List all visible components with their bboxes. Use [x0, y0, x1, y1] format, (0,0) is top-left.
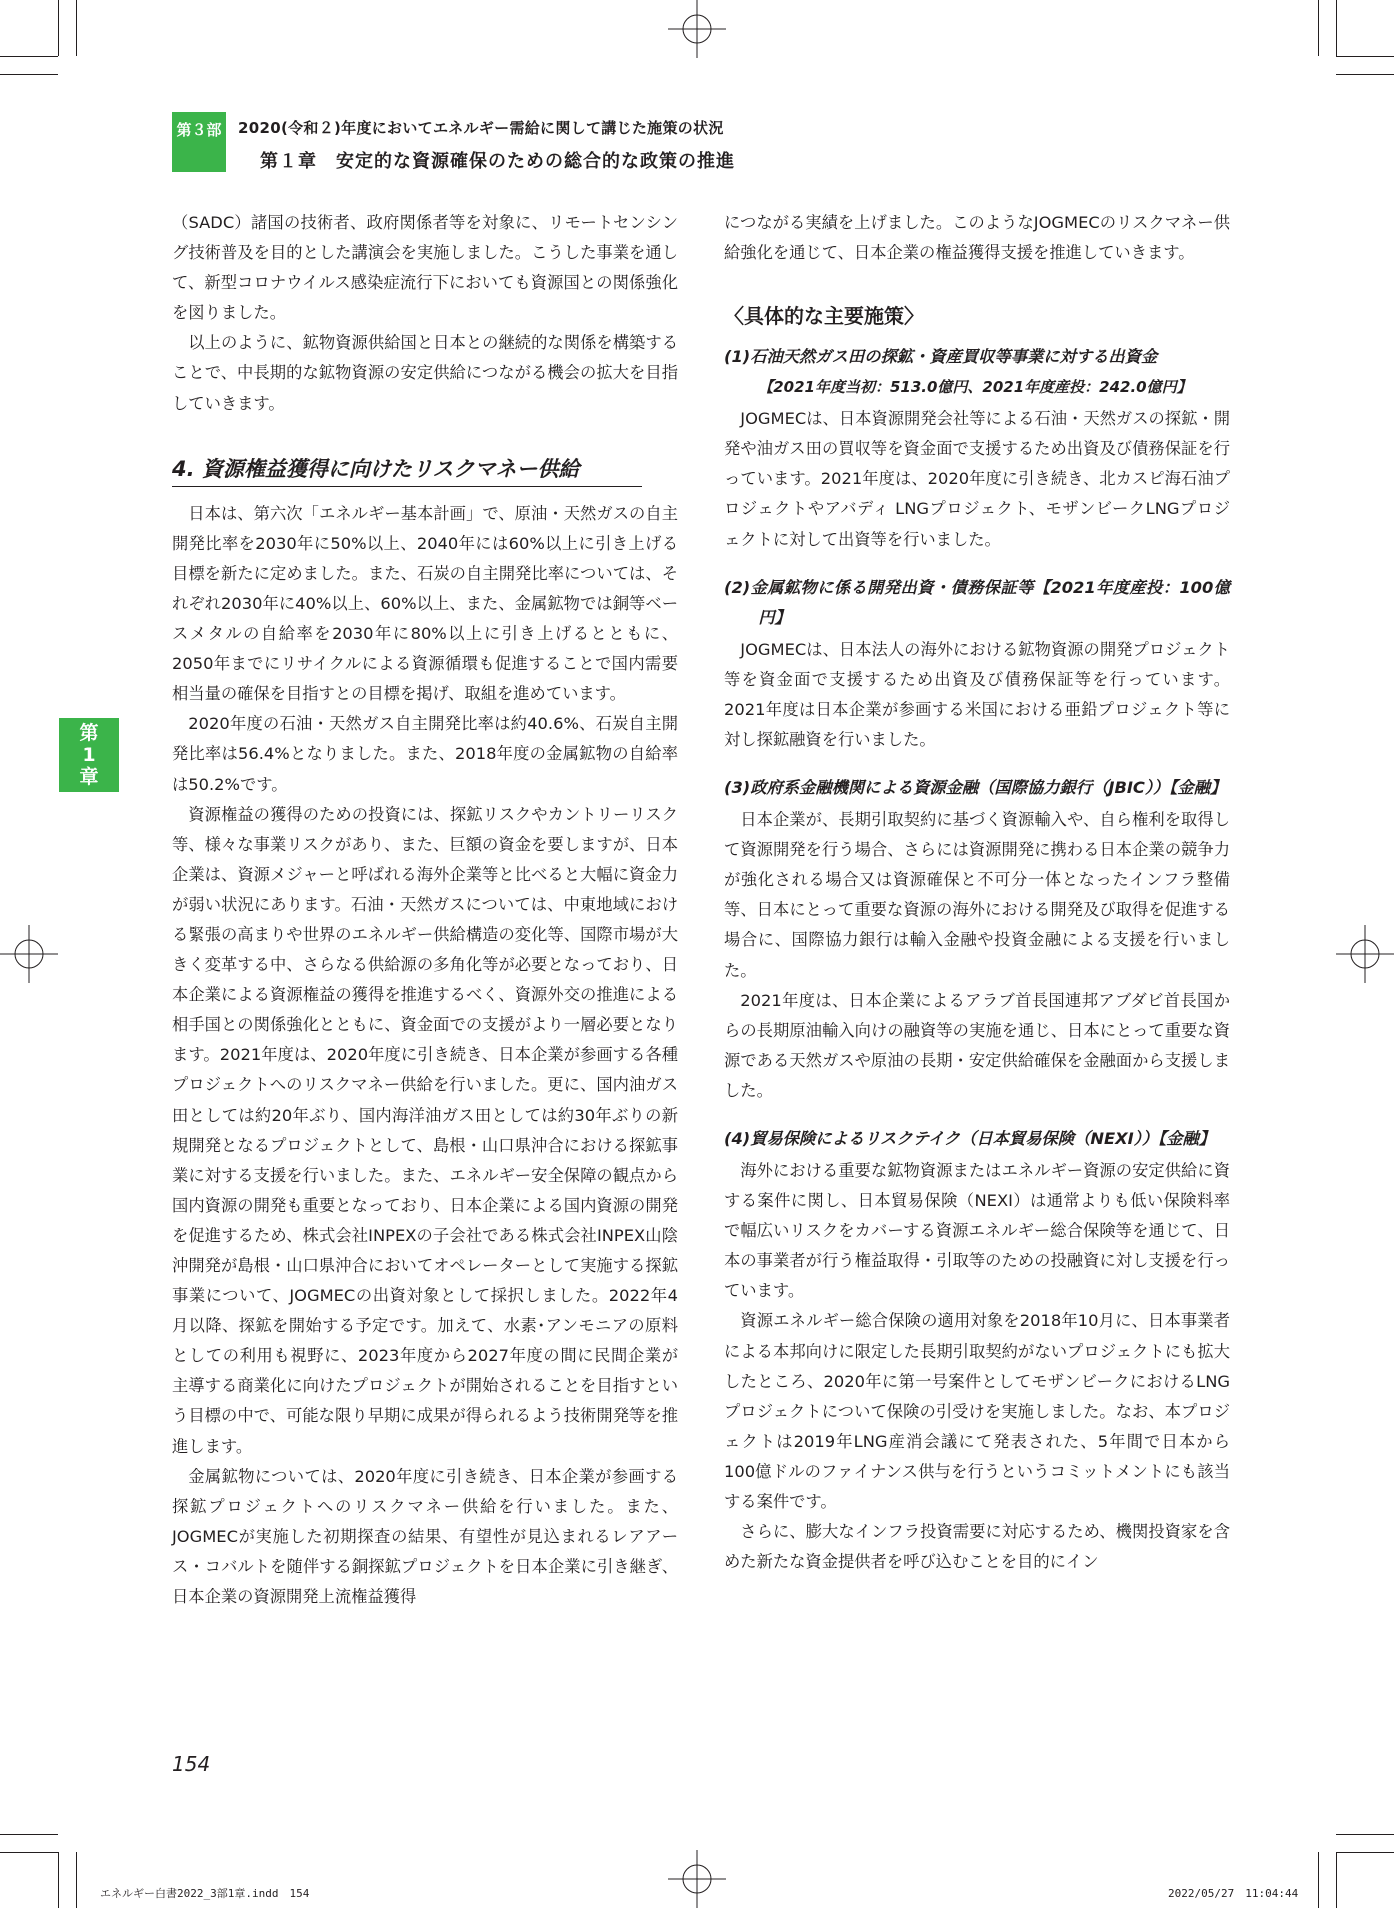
subsection-budget: 【2021年度当初：513.0億円、2021年度産投：242.0億円】: [758, 378, 1192, 397]
left-column: [172, 208, 678, 1612]
paragraph: 海外における重要な鉱物資源またはエネルギー資源の安定供給に資する案件に関し、日本貿易保険（NEXI）は通常よりも低い保険料率で幅広いリスクをカバーする資源エネルギー総合保険等を通じて、日本の事業者が行う権益取得・引取等のための投融資に対し支援を行っています。: [724, 1160, 1230, 1301]
registration-mark-icon: [668, 0, 726, 58]
crop-mark: [1318, 1852, 1319, 1908]
policies-heading: 〈具体的な主要施策〉: [724, 304, 924, 329]
right-column: [724, 208, 1230, 1577]
crop-mark: [0, 1834, 58, 1835]
crop-mark: [1336, 0, 1337, 56]
crop-mark: [1336, 74, 1394, 75]
paragraph: JOGMECは、日本法人の海外における鉱物資源の開発プロジェクト等を資金面で支援するため出資及び債務保証等を行っています。2021年度は日本企業が参画する米国における亜鉛プロジェクト等に対し探鉱融資を行いました。: [724, 639, 1230, 749]
paragraph: 資源権益の獲得のための投資には、探鉱リスクやカントリーリスク等、様々な事業リスクがあり、また、巨額の資金を要しますが、日本企業は、資源メジャーと呼ばれる海外企業等と比べると大幅に資金力が弱い状況にあります。石油・天然ガスについては、中東地域における緊張の高まりや世界のエネルギー供給構造の変化等、国際市場が大きく変革する中、さらなる供給源の多角化等が必要となっており、日本企業による資源権益の獲得を推進するべく、資源外交の推進による相手国との関係強化とともに、資金面での支援がより一層必要となります。2021年度は、2020年度に引き続き、日本企業が参画する各種プロジェクトへのリスクマネー供給を行いました。更に、国内油ガス田としては約20年ぶり、国内海洋油ガス田としては約30年ぶりの新規開発となるプロジェクトとして、島根・山口県沖合における探鉱事業に対する支援を行いました。また、エネルギー安全保障の観点から国内資源の開発も重要となっており、日本企業による国内資源の開発を促進するため、株式会社INPEXの子会社である株式会社INPEX山陰沖開発が島根・山口県沖合においてオペレーターとして実施する探鉱事業について、JOGMECの出資対象として採択しました。2022年4月以降、探鉱を開始する予定です。加えて、水素･アンモニアの原料としての利用も視野に、2023年度から2027年度の間に民間企業が主導する商業化に向けたプロジェクトが開始されることを目指すという目標の中で、可能な限り早期に成果が得られるよう技術開発等を推進します。: [172, 804, 678, 1456]
crop-mark: [1336, 1852, 1337, 1908]
part-title: 2020(令和２)年度においてエネルギー需給に関して講じた施策の状況: [238, 119, 724, 137]
paragraph: 2021年度は、日本企業によるアラブ首長国連邦アブダビ首長国からの長期原油輸入向けの融資等の実施を通じ、日本にとって重要な資源である天然ガスや原油の長期・安定供給確保を金融面から支援しました。: [724, 990, 1230, 1100]
chapter-tab-number: 1: [82, 744, 96, 766]
paragraph: JOGMECは、日本資源開発会社等による石油・天然ガスの探鉱・開発や油ガス田の買収等を資金面で支援するため出資及び債務保証を行っています。2021年度は、2020年度に引き続き、北カスピ海石油プロジェクトやアバディ LNGプロジェクト、モザンビークLNGプロジェクトに対して出資等を行いました。: [724, 409, 1230, 549]
paragraph: 2020年度の石油・天然ガス自主開発比率は約40.6%、石炭自主開発比率は56.4%となりました。また、2018年度の金属鉱物の自給率は50.2%です。: [172, 714, 678, 794]
part-badge: 第３部: [172, 112, 226, 146]
chapter-tab-text: 章: [79, 766, 99, 788]
crop-mark: [1318, 0, 1319, 56]
crop-mark: [0, 56, 58, 57]
paragraph: 資源エネルギー総合保険の適用対象を2018年10月に、日本事業者による本邦向けに限定した長期引取契約がないプロジェクトにも拡大したところ、2020年に第一号案件としてモザンビークにおけるLNGプロジェクトについて保険の引受けを実施しました。なお、本プロジェクトは2019年LNG産消会議にて発表された、5年間で日本から100億ドルのファイナンス供与を行うというコミットメントにも該当する案件です。: [724, 1311, 1230, 1511]
crop-mark: [1336, 1834, 1394, 1835]
paragraph: 以上のように、鉱物資源供給国と日本との継続的な関係を構築することで、中長期的な鉱物資源の安定供給につながる機会の拡大を目指していきます。: [172, 333, 678, 413]
crop-mark: [58, 0, 59, 56]
crop-mark: [0, 74, 58, 75]
registration-mark-icon: [0, 925, 58, 983]
header-accent-bar: [172, 146, 226, 172]
registration-mark-icon: [668, 1850, 726, 1908]
subsection-heading: (2)金属鉱物に係る開発出資・債務保証等【2021年度産投：100億円】: [724, 577, 1230, 627]
footer-filename: エネルギー白書2022_3部1章.indd 154: [100, 1887, 310, 1900]
footer-timestamp: 2022/05/27 11:04:44: [1168, 1887, 1299, 1900]
chapter-title: 第１章 安定的な資源確保のための総合的な政策の推進: [260, 151, 735, 172]
chapter-tab-text: 第: [79, 722, 99, 744]
crop-mark: [1336, 1852, 1394, 1853]
chapter-side-tab: [59, 718, 119, 792]
paragraph: 金属鉱物については、2020年度に引き続き、日本企業が参画する探鉱プロジェクトへのリスクマネー供給を行いました。また、JOGMECが実施した初期探査の結果、有望性が見込まれるレアアース・コバルトを随伴する銅探鉱プロジェクトを日本企業に引き継ぎ、日本企業の資源開発上流権益獲得: [172, 1466, 678, 1607]
paragraph: につながる実績を上げました。このようなJOGMECのリスクマネー供給強化を通じて、日本企業の権益獲得支援を推進していきます。: [724, 213, 1230, 263]
subsection-heading: (4)貿易保険によるリスクテイク（日本貿易保険（NEXI））【金融】: [724, 1128, 1216, 1148]
crop-mark: [76, 0, 77, 56]
paragraph: （SADC）諸国の技術者、政府関係者等を対象に、リモートセンシング技術普及を目的とした講演会を実施しました。こうした事業を通して、新型コロナウイルス感染症流行下においても資源国との関係強化を図りました。: [172, 213, 678, 323]
crop-mark: [1336, 56, 1394, 57]
paragraph: 日本企業が、長期引取契約に基づく資源輸入や、自ら権利を取得して資源開発を行う場合、さらには資源開発に携わる日本企業の競争力が強化される場合又は資源確保と不可分一体となったインフラ整備等、日本にとって重要な資源の海外における開発及び取得を促進する場合に、国際協力銀行は輸入金融や投資金融による支援を行いました。: [724, 810, 1230, 980]
paragraph: さらに、膨大なインフラ投資需要に対応するため、機関投資家を含めた新たな資金提供者を呼び込むことを目的にイン: [724, 1522, 1230, 1572]
page-number: 154: [172, 1752, 211, 1776]
crop-mark: [0, 1852, 58, 1853]
section-heading: 4. 資源権益獲得に向けたリスクマネー供給: [172, 455, 642, 487]
registration-mark-icon: [1336, 925, 1394, 983]
paragraph: 日本は、第六次「エネルギー基本計画」で、原油・天然ガスの自主開発比率を2030年に50%以上、2040年には60%以上に引き上げる目標を新たに定めました。また、石炭の自主開発比率については、それぞれ2030年に40%以上、60%以上、また、金属鉱物では銅等ベースメタルの自給率を2030年に80%以上に引き上げるとともに、2050年までにリサイクルによる資源循環も促進することで国内需要相当量の確保を目指すとの目標を掲げ、取組を進めています。: [172, 503, 678, 704]
subsection-heading: (3)政府系金融機関による資源金融（国際協力銀行（JBIC））【金融】: [724, 778, 1227, 798]
crop-mark: [58, 1852, 59, 1908]
subsection-title: (1)石油天然ガス田の探鉱・資産買収等事業に対する出資金: [724, 347, 1158, 367]
crop-mark: [76, 1852, 77, 1908]
subsection-heading: [724, 342, 1230, 402]
